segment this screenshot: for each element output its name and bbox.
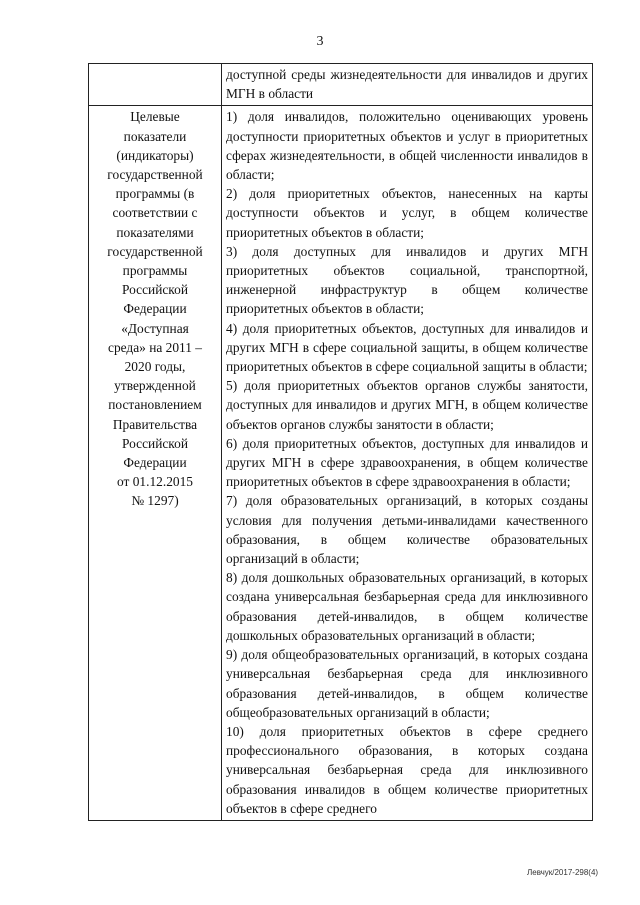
indicator-item: 9) доля общеобразовательных организаций, в которых создана универсальная безбарьерная среда для инклюзивного образования детей-инвалидов, в общем количестве общеобразовательных организаций в области;	[226, 647, 588, 720]
label-line: «Доступная	[121, 320, 189, 336]
label-line: № 1297)	[131, 493, 179, 509]
label-line: (индикаторы)	[116, 147, 194, 163]
indicator-item: 3) доля доступных для инвалидов и других МГН приоритетных объектов социальной, транспортной, инженерной инфраструктур в общем количестве приоритетных объектов в области;	[226, 243, 588, 317]
label-line: государственной	[107, 243, 203, 259]
label-line: программы	[122, 263, 188, 279]
label-line: от 01.12.2015	[117, 474, 193, 490]
indicator-item: 5) доля приоритетных объектов органов службы занятости, доступных для инвалидов и других МГН, в общем количестве объектов органов службы занятости в области;	[226, 378, 588, 432]
indicator-item: 2) доля приоритетных объектов, нанесенных на карты доступности объектов и услуг, в общем количестве приоритетных объектов в области;	[226, 186, 588, 240]
indicator-item: 4) доля приоритетных объектов, доступных для инвалидов и других МГН в сфере социальной защиты, в общем количестве приоритетных объектов в сфере социальной защиты в области;	[226, 320, 588, 375]
table-cell-right: доступной среды жизнедеятельности для инвалидов и других МГН в области	[222, 64, 593, 106]
program-table	[88, 63, 593, 821]
table-row	[89, 64, 593, 106]
document-code: Левчук/2017-298(4)	[527, 868, 599, 877]
label-line: Федерации	[123, 455, 187, 471]
table-row	[89, 106, 593, 821]
indicator-item: 8) доля дошкольных образовательных организаций, в которых создана универсальная безбарьерная среда для инклюзивного образования детей-инвалидов, в общем количестве дошкольных образовательных организаций в области;	[226, 570, 588, 643]
table-cell-left	[89, 64, 222, 106]
label-line: постановлением	[108, 397, 202, 413]
label-line: среда» на 2011 –	[108, 339, 202, 355]
indicator-item: 1) доля инвалидов, положительно оценивающих уровень доступности приоритетных объектов и услуг в приоритетных сферах жизнедеятельности, в общей численности инвалидов в области;	[226, 109, 588, 183]
indicator-item: 6) доля приоритетных объектов, доступных для инвалидов и других МГН в сфере здравоохранения, в общем количестве приоритетных объектов в сфере здравоохранения в области;	[226, 435, 588, 490]
label-line: программы (в	[115, 186, 195, 202]
label-line: Российской	[122, 282, 188, 298]
indicator-item: 7) доля образовательных организаций, в которых созданы условия для получения детьми-инвалидами качественного образования, в общем количестве образовательных организаций в области;	[226, 493, 588, 567]
label-line: 2020 годы,	[124, 359, 186, 375]
label-line: Российской	[122, 435, 188, 451]
label-line: Федерации	[123, 301, 187, 317]
page-number: 3	[316, 34, 324, 49]
label-line: Правительства	[112, 416, 198, 432]
indicators-list-cell	[222, 106, 593, 821]
label-line: государственной	[107, 167, 203, 183]
label-line: соответствии с	[112, 205, 198, 221]
label-line: показатели	[123, 128, 187, 144]
label-line: утвержденной	[114, 378, 196, 394]
label-line: показателями	[116, 224, 194, 240]
indicators-label-cell	[89, 106, 222, 821]
indicator-item: 10) доля приоритетных объектов в сфере среднего профессионального образования, в которых создана универсальная безбарьерная среда для инклюзивного образования инвалидов в общем количестве приоритетных объектов в сфере среднего	[226, 723, 588, 816]
label-line: Целевые	[130, 109, 180, 125]
